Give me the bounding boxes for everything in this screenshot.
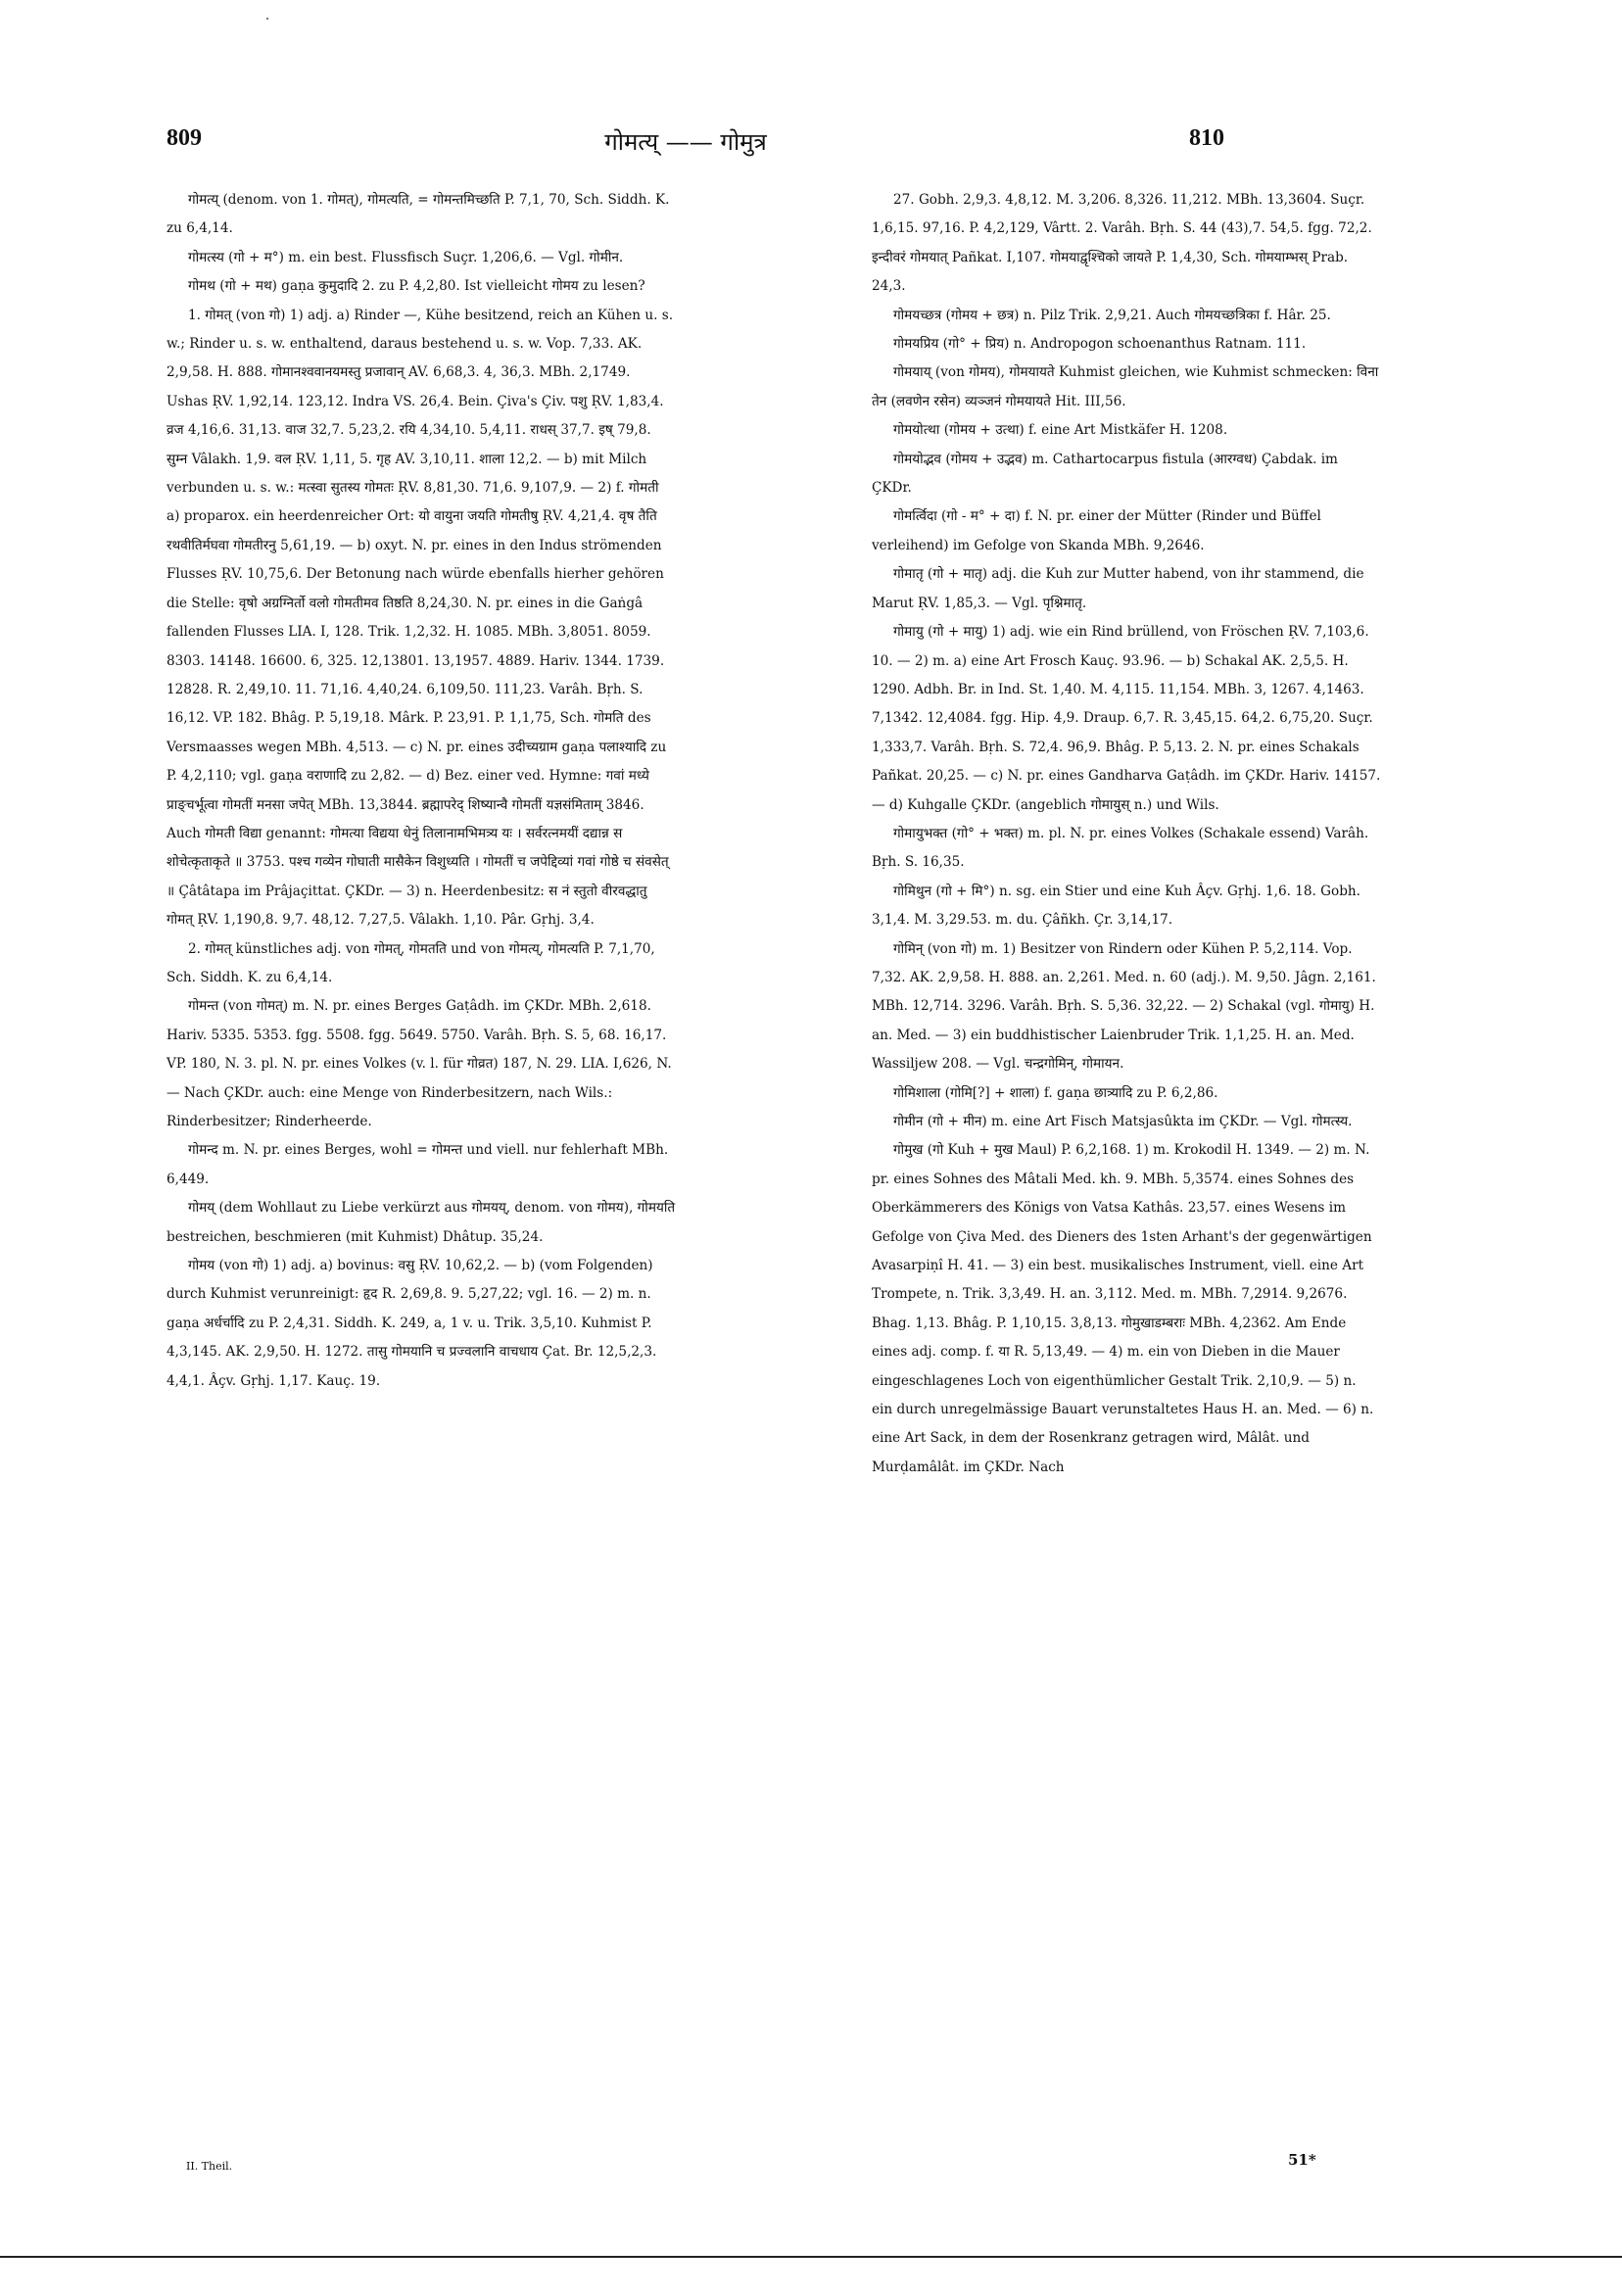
left-column [167, 186, 676, 1396]
running-title: गोमत्य् —— गोमुत्र [604, 128, 767, 156]
leaf-mark: 51* [1288, 2151, 1316, 2169]
entry-paragraph: 2. गोमत् künstliches adj. von गोमत्, गोमतति und von गोमत्य्, गोमत्यति P. 7,1,70, Sch. Siddh. K. zu 6,4,14. [167, 940, 655, 985]
entry-paragraph: गोमुख (गो Kuh + मुख Maul) P. 6,2,168. 1) m. Krokodil H. 1349. — 2) m. N. pr. eines Sohnes des Mâtali Med. kh. 9. MBh. 5,3574. eines Sohnes des Oberkämmerers des Königs von Vatsa Kathâs. 23,57. eines Wesens im Gefolge von Çiva Med. des Dieners des 1sten Arhant's der gegenwärtigen Avasarpiṇî H. 41. — 3) ein best. musikalisches Instrument, viell. eine Art Trompete, n. Trik. 3,3,49. H. an. 3,112. Med. m. MBh. 7,2914. 9,2676. Bhag. 1,13. Bhâg. P. 1,10,15. 3,8,13. गोमुखाडम्बराः MBh. 4,2362. Am Ende eines adj. comp. f. या R. 5,13,49. — 4) m. ein von Dieben in die Mauer eingeschlagenes Loch von eigenthümlicher Gestalt Trik. 2,10,9. — 5) n. ein durch unregelmässige Bauart verunstaltetes Haus H. an. Med. — 6) n. eine Art Sack, in dem der Rosenkranz getragen wird, Mâlât. und Murḍamâlât. im ÇKDr. Nach [872, 1142, 1374, 1475]
speck [266, 18, 268, 20]
entry-paragraph: गोमन्त (von गोमत्) m. N. pr. eines Berges Gaṭâdh. im ÇKDr. MBh. 2,618. Hariv. 5335. 5353. fgg. 5508. fgg. 5649. 5750. Varâh. Bṛh. S. 5, 68. 16,17. VP. 180, N. 3. pl. N. pr. eines Volkes (v. l. für गोव्रत) 187, N. 29. LIA. I,626, N. — Nach ÇKDr. auch: eine Menge von Rinderbesitzern, nach Wils.: Rinderbesitzer; Rinderheerde. [167, 998, 672, 1129]
signature-mark: II. Theil. [186, 2160, 233, 2173]
right-page-number: 810 [1189, 125, 1224, 151]
entry-paragraph: गोमय् (dem Wohllaut zu Liebe verkürzt aus गोमयय्, denom. von गोमय), गोमयति bestreichen, beschmieren (mit Kuhmist) Dhâtup. 35,24. [167, 1200, 676, 1245]
entry-paragraph: गोमयाय् (von गोमय), गोमयायते Kuhmist gleichen, wie Kuhmist schmecken: विना तेन (लवणेन रसेन) व्यञ्जनं गोमयायते Hit. III,56. [872, 364, 1379, 409]
page-header [167, 125, 1224, 165]
entry-paragraph: गोमातृ (गो + मातृ) adj. die Kuh zur Mutter habend, von ihr stammend, die Marut ṚV. 1,85,3. — Vgl. पृश्निमातृ. [872, 566, 1364, 611]
entry-paragraph: गोमन्द m. N. pr. eines Berges, wohl = गोमन्त und viell. nur fehlerhaft MBh. 6,449. [167, 1142, 669, 1187]
entry-paragraph: गोमत्य् (denom. von 1. गोमत्), गोमत्यति, = गोमन्तमिच्छति P. 7,1, 70, Sch. Siddh. K. zu 6,4,14. [167, 192, 670, 237]
entry-paragraph: गोमीन (गो + मीन) m. eine Art Fisch Matsjasûkta im ÇKDr. — Vgl. गोमत्स्य. [893, 1114, 1353, 1129]
entry-paragraph: गोमयोद्भव (गोमय + उद्भव) m. Cathartocarpus fistula (आरग्वध) Çabdak. im ÇKDr. [872, 451, 1338, 497]
left-page-number: 809 [167, 125, 202, 151]
entry-paragraph: गोमायुभक्त (गो° + भक्त) m. pl. N. pr. eines Volkes (Schakale essend) Varâh. Bṛh. S. 16,35. [872, 825, 1369, 871]
bottom-rule [0, 2256, 1622, 2258]
right-column [872, 186, 1381, 1482]
entry-paragraph: गोमिथुन (गो + मि°) n. sg. ein Stier und eine Kuh Âçv. Gṛhj. 1,6. 18. Gobh. 3,1,4. M. 3,29.53. m. du. Çâñkh. Çr. 3,14,17. [872, 883, 1360, 929]
entry-paragraph: गोमायु (गो + मायु) 1) adj. wie ein Rind brüllend, von Fröschen ṚV. 7,103,6. 10. — 2) m. a) eine Art Frosch Kauç. 93.96. — b) Schakal AK. 2,5,5. H. 1290. Adbh. Br. in Ind. St. 1,40. M. 4,115. 11,154. MBh. 3, 1267. 4,1463. 7,1342. 12,4084. fgg. Hip. 4,9. Draup. 6,7. R. 3,45,15. 64,2. 6,75,20. Suçr. 1,333,7. Varâh. Bṛh. S. 72,4. 96,9. Bhâg. P. 5,13. 2. N. pr. eines Schakals Pañkat. 20,25. — c) N. pr. eines Gandharva Gaṭâdh. im ÇKDr. Hariv. 14157. — d) Kuhgalle ÇKDr. (angeblich गोमायुस् n.) und Wils. [872, 624, 1381, 813]
entry-paragraph: गोमयप्रिय (गो° + प्रिय) n. Andropogon schoenanthus Ratnam. 111. [893, 336, 1307, 353]
entry-paragraph: गोमिन् (von गो) m. 1) Besitzer von Rindern oder Kühen P. 5,2,114. Vop. 7,32. AK. 2,9,58. H. 888. an. 2,261. Med. n. 60 (adj.). M. 9,50. Jâgn. 2,161. MBh. 12,714. 3296. Varâh. Bṛh. S. 5,36. 32,22. — 2) Schakal (vgl. गोमायु) H. an. Med. — 3) ein buddhistischer Laienbruder Trik. 1,1,25. H. an. Med. Wassiljew 208. — Vgl. चन्द्रगोमिन्, गोमायन. [872, 940, 1376, 1073]
entry-paragraph: गोमयोत्था (गोमय + उत्था) f. eine Art Mistkäfer H. 1208. [893, 422, 1228, 439]
entry-paragraph: गोमय (von गो) 1) adj. a) bovinus: वसु ṚV. 10,62,2. — b) (vom Folgenden) durch Kuhmist verunreinigt: हृद R. 2,69,8. 9. 5,27,22; vgl. 16. — 2) m. n. gaṇa अर्धर्चादि zu P. 2,4,31. Siddh. K. 249, a, 1 v. u. Trik. 3,5,10. Kuhmist P. 4,3,145. AK. 2,9,50. H. 1272. तासु गोमयानि च प्रज्वलानि वाचधाय Çat. Br. 12,5,2,3. 4,4,1. Âçv. Gṛhj. 1,17. Kauç. 19. [167, 1258, 657, 1389]
entry-paragraph: गोमथ (गो + मथ) gaṇa कुमुदादि 2. zu P. 4,2,80. Ist vielleicht गोमय zu lesen? [188, 278, 645, 295]
entry-paragraph: गोमयच्छत्र (गोमय + छत्र) n. Pilz Trik. 2,9,21. Auch गोमयच्छत्रिका f. Hâr. 25. [893, 307, 1331, 323]
entry-paragraph: गोमर्त्विदा (गो - म° + दा) f. N. pr. einer der Mütter (Rinder und Büffel verleihend) im Gefolge von Skanda MBh. 9,2646. [872, 508, 1321, 553]
entry-paragraph: 27. Gobh. 2,9,3. 4,8,12. M. 3,206. 8,326. 11,212. MBh. 13,3604. Suçr. 1,6,15. 97,16. P. 4,2,129, Vârtt. 2. Varâh. Bṛh. S. 44 (43),7. 54,5. fgg. 72,2. इन्दीवरं गोमयात् Pañkat. I,107. गोमयाद्वृश्चिको जायते P. 1,4,30, Sch. गोमयाम्भस् Prab. 24,3. [872, 192, 1372, 295]
entry-paragraph: 1. गोमत् (von गो) 1) adj. a) Rinder —, Kühe besitzend, reich an Kühen u. s. w.; Rinder u. s. w. enthaltend, daraus bestehend u. s. w. Vop. 7,33. AK. 2,9,58. H. 888. गोमानश्ववानयमस्तु प्रजावान् AV. 6,68,3. 4, 36,3. MBh. 2,1749. Ushas ṚV. 1,92,14. 123,12. Indra VS. 26,4. Bein. Çiva's Çiv. पशु ṚV. 1,83,4. व्रज 4,16,6. 31,13. वाज 32,7. 5,23,2. रयि 4,34,10. 5,4,11. राधस् 37,7. इष् 79,8. सुम्न Vâlakh. 1,9. वल ṚV. 1,11, 5. गृह AV. 3,10,11. शाला 12,2. — b) mit Milch verbunden u. s. w.: मत्स्वा सुतस्य गोमतः ṚV. 8,81,30. 71,6. 9,107,9. — 2) f. गोमती a) proparox. ein heerdenreicher Ort: यो वायुना जयति गोमतीषु ṚV. 4,21,4. वृष तैति रथवीतिर्मघवा गोमतीरनु 5,61,19. — b) oxyt. N. pr. eines in den Indus strömenden Flusses ṚV. 10,75,6. Der Betonung nach würde ebenfalls hierher gehören die Stelle: वृषो अग्रग्निर्तो वलो गोमतीमव तिष्ठति 8,24,30. N. pr. eines in die Gaṅgâ fallenden Flusses LIA. I, 128. Trik. 1,2,32. H. 1085. MBh. 3,8051. 8059. 8303. 14148. 16600. 6, 325. 12,13801. 13,1957. 4889. Hariv. 1344. 1739. 12828. R. 2,49,10. 11. 71,16. 4,40,24. 6,109,50. 111,23. Varâh. Bṛh. S. 16,12. VP. 182. Bhâg. P. 5,19,18. Mârk. P. 23,91. P. 1,1,75, Sch. गोमति des Versmaasses wegen MBh. 4,513. — c) N. pr. eines उदीच्यग्राम gaṇa पलाश्यादि zu P. 4,2,110; vgl. gaṇa वराणादि zu 2,82. — d) Bez. einer ved. Hymne: गवां मध्ये प्राङ्चर्भूत्वा गोमतीं मनसा जपेत् MBh. 13,3844. ब्रह्मापरेद् शिष्यान्वै गोमतीं यज्ञसंमिताम् 3846. Auch गोमती विद्या genannt: गोमत्या विद्यया धेनुं तिलानामभिमत्र्य यः । सर्वरत्नमयीं दद्यान्न स शोचेत्कृताकृते ॥ 3753. पश्च गव्येन गोघाती मासैकेन विशुध्यति । गोमतीं च जपेद्दिव्यां गवां गोष्ठे च संवसेत् ॥ Çâtâtapa im Prâjaçittat. ÇKDr. — 3) n. Heerdenbesitz: स नं स्तुतो वीरवद्धातु गोमत् ṚV. 1,190,8. 9,7. 48,12. 7,27,5. Vâlakh. 1,10. Pâr. Gṛhj. 3,4. [167, 307, 674, 929]
entry-paragraph: गोमिशाला (गोमि[?] + शाला) f. gaṇa छात्र्यादि zu P. 6,2,86. [893, 1084, 1218, 1101]
entry-paragraph: गोमत्स्य (गो + म°) m. ein best. Flussfisch Suçr. 1,206,6. — Vgl. गोमीन. [188, 249, 624, 265]
